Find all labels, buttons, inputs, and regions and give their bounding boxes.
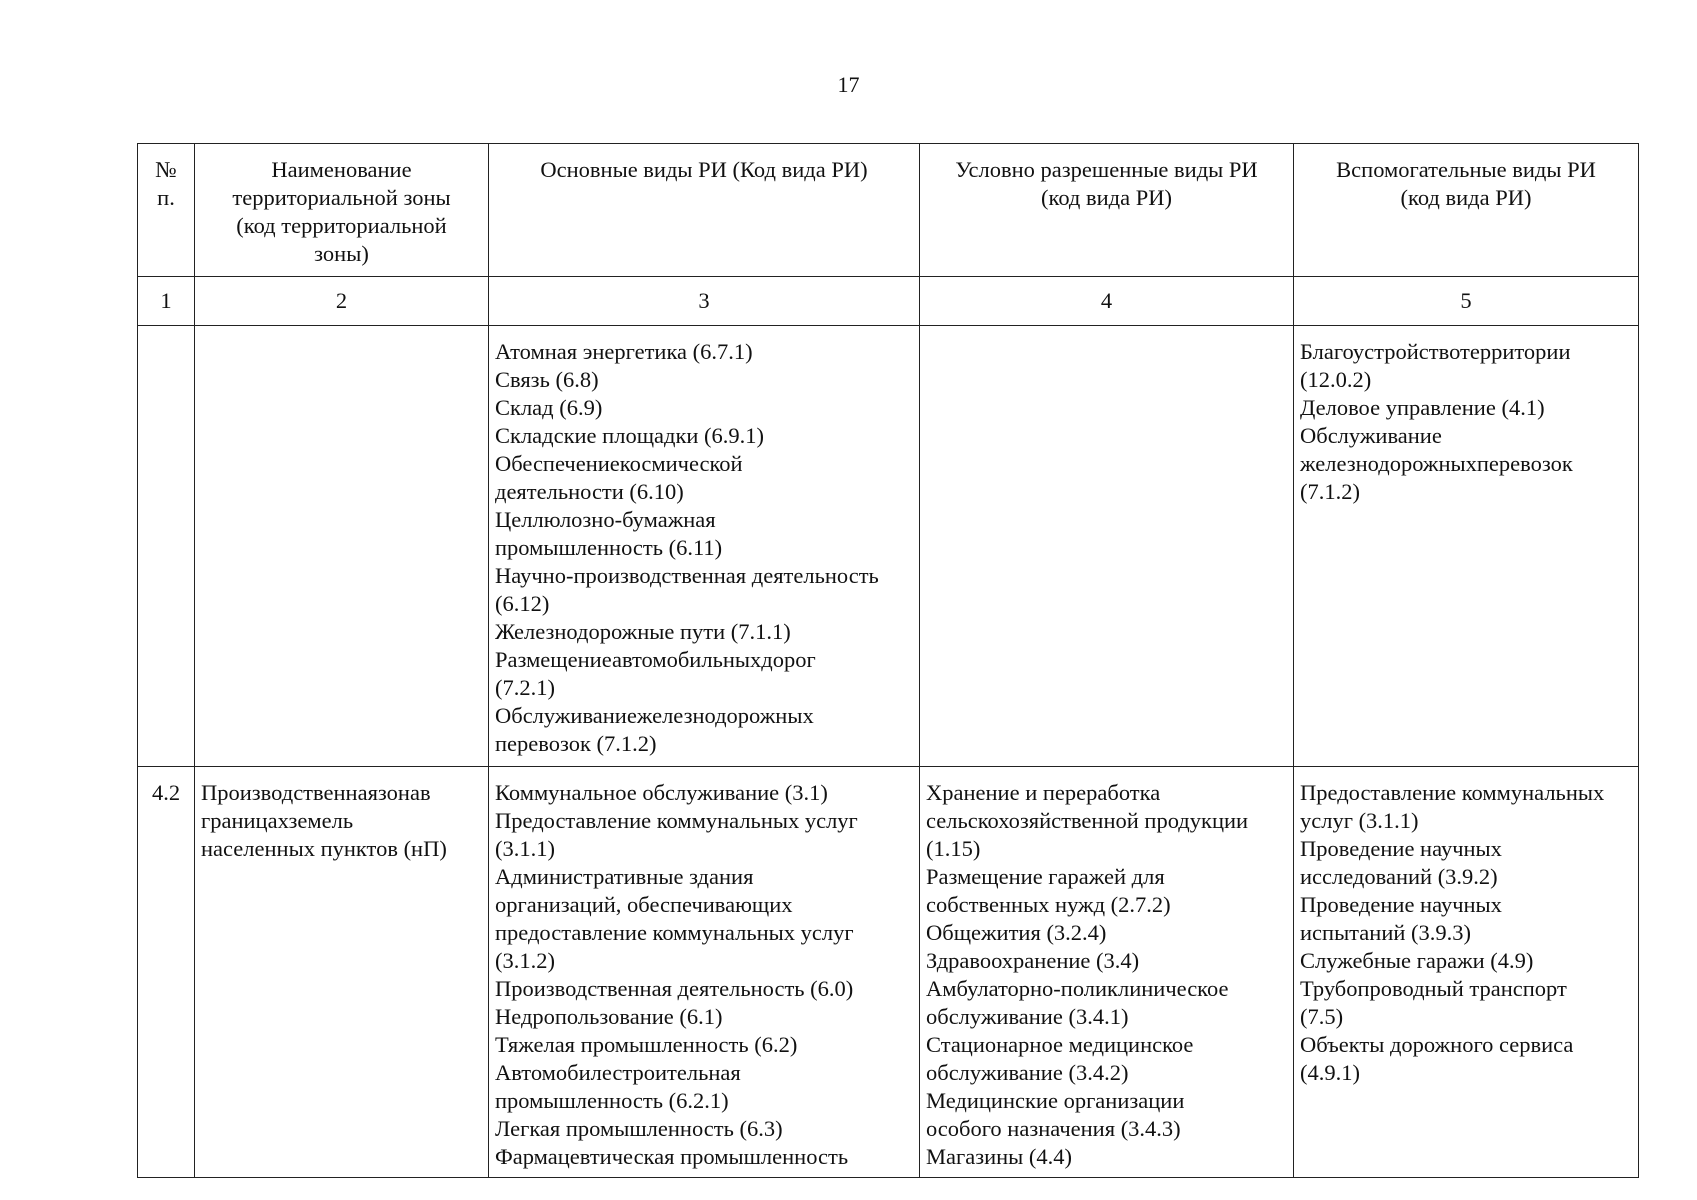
text-line: предоставление коммунальных услуг [495, 920, 854, 945]
text-line: Здравоохранение (3.4) [926, 948, 1140, 973]
auxiliary-types-cell [1294, 767, 1639, 1178]
text-line: Обслуживание [1300, 423, 1442, 448]
table-row [138, 767, 1639, 1178]
justified-text-line [1300, 450, 1632, 478]
text-word: Обслуживание [495, 703, 637, 728]
text-line: Атомная энергетика (6.7.1) [495, 339, 753, 364]
text-line: (7.5) [1300, 1004, 1344, 1029]
text-line: Общежития (3.2.4) [926, 920, 1107, 945]
text-line: собственных нужд (2.7.2) [926, 892, 1171, 917]
text-line: Связь (6.8) [495, 367, 599, 392]
text-word: территории [1460, 339, 1571, 364]
main-types-cell [489, 767, 920, 1178]
text-word: железнодорожных [1300, 451, 1477, 476]
text-word: зона [377, 780, 420, 805]
text-line: Складские площадки (6.9.1) [495, 423, 765, 448]
text-line: Проведение научных [1300, 892, 1502, 917]
text-line: Стационарное медицинское [926, 1032, 1194, 1057]
text-line: Фармацевтическая промышленность [495, 1144, 849, 1169]
text-line: (код вида РИ) [1041, 185, 1172, 210]
text-line: сельскохозяйственной продукции [926, 808, 1249, 833]
text-line: Административные здания [495, 864, 754, 889]
column-number: 2 [195, 277, 489, 326]
text-line: Производственная деятельность (6.0) [495, 976, 854, 1001]
justified-text-line [495, 702, 913, 730]
text-line: Хранение и переработка [926, 780, 1161, 805]
justified-text-line [201, 807, 482, 835]
justified-text-line [495, 646, 913, 674]
text-line: (4.9.1) [1300, 1060, 1360, 1085]
justified-text-line [201, 779, 482, 807]
text-line: Проведение научных [1300, 836, 1502, 861]
text-line: территориальной зоны [232, 185, 451, 210]
column-number: 1 [138, 277, 195, 326]
zone-name-cell [195, 767, 489, 1178]
row-number [138, 326, 195, 767]
text-line: населенных пунктов (нП) [201, 836, 447, 861]
text-line: испытаний (3.9.3) [1300, 920, 1472, 945]
text-line: (код вида РИ) [1400, 185, 1532, 210]
text-word: дорог [761, 647, 816, 672]
header-num [138, 144, 195, 277]
text-line: (6.12) [495, 591, 550, 616]
zones-table [137, 143, 1639, 1178]
text-word: Благоустройство [1300, 339, 1461, 364]
text-line: (3.1.2) [495, 948, 555, 973]
text-line: организаций, обеспечивающих [495, 892, 793, 917]
text-line: промышленность (6.11) [495, 535, 723, 560]
header-auxiliary-types [1294, 144, 1639, 277]
text-line: (7.2.1) [495, 675, 555, 700]
text-line: Основные виды РИ (Код вида РИ) [540, 157, 868, 182]
text-line: Коммунальное обслуживание (3.1) [495, 780, 828, 805]
text-word: автомобильных [611, 647, 762, 672]
text-line: Магазины (4.4) [926, 1144, 1073, 1169]
justified-text-line [495, 450, 913, 478]
text-word: Размещение [495, 647, 612, 672]
header-zone-name [195, 144, 489, 277]
zone-name-cell [195, 326, 489, 767]
text-word: космической [619, 451, 743, 476]
text-line: деятельности (6.10) [495, 479, 684, 504]
text-line: Вспомогательные виды РИ [1336, 157, 1596, 182]
text-line: (3.1.1) [495, 836, 555, 861]
text-line: Условно разрешенные виды РИ [955, 157, 1258, 182]
text-line: особого назначения (3.4.3) [926, 1116, 1181, 1141]
text-line: промышленность (6.2.1) [495, 1088, 729, 1113]
text-line: Научно-производственная деятельность [495, 563, 879, 588]
text-line: Целлюлозно-бумажная [495, 507, 716, 532]
header-conditional-types [920, 144, 1294, 277]
text-line: № [155, 157, 177, 182]
text-line: Служебные гаражи (4.9) [1300, 948, 1534, 973]
text-line: обслуживание (3.4.2) [926, 1060, 1129, 1085]
text-line: Автомобилестроительная [495, 1060, 741, 1085]
text-line: (12.0.2) [1300, 367, 1372, 392]
text-line: Недропользование (6.1) [495, 1004, 723, 1029]
text-line: (7.1.2) [1300, 479, 1360, 504]
text-line: Медицинские организации [926, 1088, 1185, 1113]
table-row [138, 326, 1639, 767]
page-number: 17 [837, 72, 860, 97]
column-number-row [138, 277, 1639, 326]
text-line: Размещение гаражей для [926, 864, 1165, 889]
text-word: границах [201, 808, 289, 833]
text-line: п. [157, 185, 175, 210]
text-line: Предоставление коммунальных услуг [495, 808, 858, 833]
text-line: Склад (6.9) [495, 395, 603, 420]
text-line: (код территориальной [236, 213, 447, 238]
text-line: Объекты дорожного сервиса [1300, 1032, 1574, 1057]
text-line: Предоставление коммунальных [1300, 780, 1605, 805]
column-number: 5 [1294, 277, 1639, 326]
text-word: Производственная [201, 780, 378, 805]
text-word: земель [288, 808, 354, 833]
text-line: (1.15) [926, 836, 981, 861]
text-line: обслуживание (3.4.1) [926, 1004, 1129, 1029]
main-types-cell [489, 326, 920, 767]
text-word: перевозок [1476, 451, 1573, 476]
text-line: услуг (3.1.1) [1300, 808, 1419, 833]
text-line: Тяжелая промышленность (6.2) [495, 1032, 798, 1057]
justified-text-line [1300, 338, 1632, 366]
text-word: в [419, 780, 431, 805]
column-number: 4 [920, 277, 1294, 326]
text-word: Обеспечение [495, 451, 620, 476]
text-line: Деловое управление (4.1) [1300, 395, 1545, 420]
header-main-types [489, 144, 920, 277]
text-line: Трубопроводный транспорт [1300, 976, 1567, 1001]
row-number: 4.2 [138, 767, 195, 1178]
column-number: 3 [489, 277, 920, 326]
text-line: исследований (3.9.2) [1300, 864, 1498, 889]
text-word: железнодорожных [636, 703, 814, 728]
header-row [138, 144, 1639, 277]
text-line: Легкая промышленность (6.3) [495, 1116, 783, 1141]
text-line: Амбулаторно-поликлиническое [926, 976, 1229, 1001]
text-line: зоны) [314, 241, 369, 266]
text-line: Железнодорожные пути (7.1.1) [495, 619, 791, 644]
conditional-types-cell [920, 326, 1294, 767]
text-line: перевозок (7.1.2) [495, 731, 657, 756]
text-line: Наименование [271, 157, 412, 182]
auxiliary-types-cell [1294, 326, 1639, 767]
conditional-types-cell [920, 767, 1294, 1178]
